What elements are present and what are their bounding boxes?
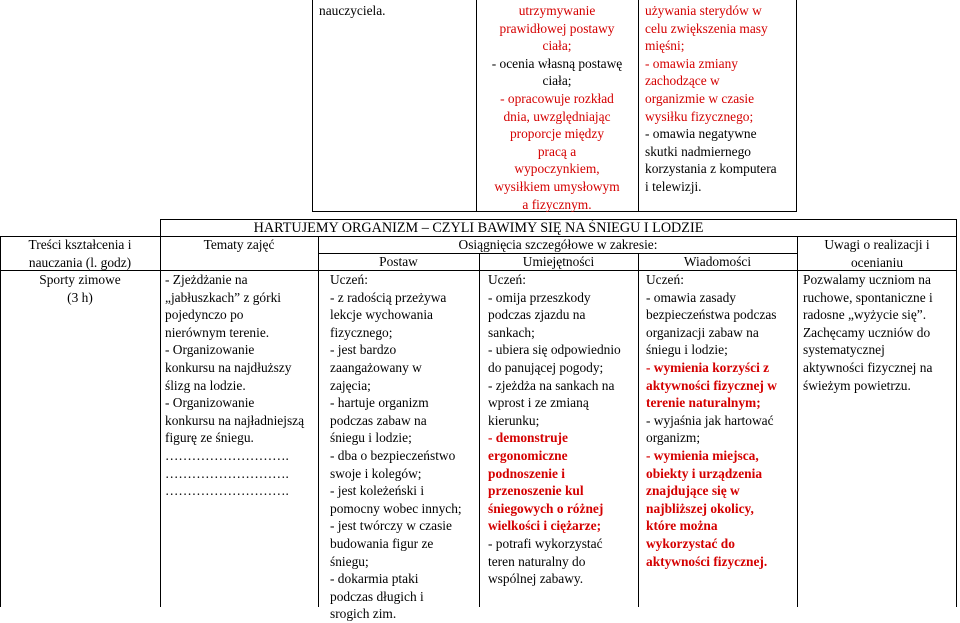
text-line: wielkości i ciężarze; bbox=[488, 518, 602, 534]
text-line: Uczeń: bbox=[330, 272, 368, 287]
text-line: zaangażowany w bbox=[330, 359, 422, 375]
table-border bbox=[956, 219, 957, 607]
text-line: używania sterydów w bbox=[645, 3, 762, 18]
text-line: organizacji zabaw na bbox=[646, 324, 759, 340]
text-line: Uczeń: bbox=[646, 272, 684, 287]
text-line: swoje i kolegów; bbox=[330, 465, 422, 481]
text-line: podczas zjazdu na bbox=[488, 307, 586, 323]
text-line: wspólnej zabawy. bbox=[488, 571, 584, 587]
text-line: - omija przeszkody bbox=[488, 289, 591, 305]
text-line: aktywności fizycznej. bbox=[646, 553, 768, 569]
text-line: (3 h) bbox=[67, 289, 93, 305]
text-line: ………………………. bbox=[165, 447, 289, 463]
text-line: - opracowuje rozkład bbox=[500, 90, 614, 106]
text-line: figurę ze śniegu. bbox=[165, 430, 254, 446]
row-content-area bbox=[0, 271, 160, 306]
text-line: pojedynczo po bbox=[165, 307, 244, 323]
text-line: znajdujące się w bbox=[646, 483, 740, 499]
text-line: nierównym terenie. bbox=[165, 324, 270, 340]
text-line: Uczeń: bbox=[488, 272, 526, 287]
header-achievements: Osiągnięcia szczegółowe w zakresie: bbox=[458, 237, 658, 252]
text-line: ślizg na lodzie. bbox=[165, 377, 246, 393]
subheader-attitudes: Postaw bbox=[379, 254, 418, 269]
text-line: fizycznego; bbox=[330, 324, 393, 340]
text-line: - dba o bezpieczeństwo bbox=[330, 447, 456, 463]
text-line: teren naturalny do bbox=[488, 553, 586, 569]
text-line: - zjeżdża na sankach na bbox=[488, 377, 615, 393]
header-topics: Tematy zajęć bbox=[203, 237, 275, 252]
text-line: przenoszenie kul bbox=[488, 483, 584, 499]
text-line: ………………………. bbox=[165, 465, 289, 481]
row-remarks bbox=[803, 271, 933, 394]
text-line: mięśni; bbox=[645, 38, 685, 54]
table-border bbox=[797, 236, 798, 607]
text-line: ciała; bbox=[542, 38, 572, 54]
text-line: wysiłku fizycznego; bbox=[645, 108, 754, 124]
text-line: a fizycznym. bbox=[522, 196, 592, 212]
header-line: nauczania (l. godz) bbox=[28, 254, 132, 270]
text-line: dnia, uwzględniając bbox=[503, 108, 611, 124]
text-line: obiekty i urządzenia bbox=[646, 465, 763, 481]
text-line: „jabłuszkach” z górki bbox=[165, 289, 281, 305]
text-line: aktywności fizycznej na bbox=[803, 359, 933, 375]
top-border bbox=[638, 0, 639, 212]
text-line: śniegowych o różnej bbox=[488, 500, 604, 516]
table-border bbox=[479, 253, 480, 607]
top-col3-text bbox=[645, 2, 777, 196]
text-line: wypoczynkiem, bbox=[514, 161, 600, 177]
text-line: - demonstruje bbox=[488, 430, 568, 446]
text-line: - omawia zasady bbox=[646, 289, 736, 305]
text-line: - potrafi wykorzystać bbox=[488, 535, 603, 551]
text-line: - wymienia korzyści z bbox=[646, 359, 770, 375]
header-line: Treści kształcenia i bbox=[28, 237, 132, 252]
text-line: utrzymywanie bbox=[518, 3, 596, 18]
text-line: terenie naturalnym; bbox=[646, 395, 761, 411]
text-line: - jest koleżeński i bbox=[330, 483, 425, 499]
header-line: ocenianiu bbox=[850, 254, 904, 270]
text-line: zajęcia; bbox=[330, 377, 371, 393]
text-line: aktywności fizycznej w bbox=[646, 377, 777, 393]
text-line: podczas zabaw na bbox=[330, 412, 427, 428]
text-line: śniegu i lodzie; bbox=[330, 430, 412, 446]
text-line: konkursu na najdłuższy bbox=[165, 359, 292, 375]
text-line: organizm; bbox=[646, 430, 701, 446]
text-line: które można bbox=[646, 518, 718, 534]
header-remarks bbox=[797, 236, 957, 271]
text-line: świeżym powietrzu. bbox=[803, 377, 911, 393]
text-line: skutki nadmiernego bbox=[645, 143, 751, 159]
section-title bbox=[160, 219, 957, 237]
text-line: ………………………. bbox=[165, 483, 289, 499]
text-line: nauczyciela. bbox=[319, 3, 386, 18]
row-skills bbox=[488, 271, 621, 588]
text-line: wprost i ze zmianą bbox=[488, 395, 589, 411]
text-line: - jest bardzo bbox=[330, 342, 397, 358]
text-line: i telewizji. bbox=[645, 178, 702, 194]
text-line: - Zjeżdżanie na bbox=[165, 272, 248, 287]
text-line: - z radością przeżywa bbox=[330, 289, 447, 305]
text-line: konkursu na najładniejszą bbox=[165, 412, 305, 428]
text-line: ruchowe, spontaniczne i bbox=[803, 289, 933, 305]
text-line: - ocenia własną postawę bbox=[491, 55, 623, 71]
text-line: - omawia zmiany bbox=[645, 55, 738, 71]
text-line: - hartuje organizm bbox=[330, 395, 429, 411]
section-title-text: HARTUJEMY ORGANIZM – CZYLI BAWIMY SIĘ NA ŚNIEGU I LODZIE bbox=[253, 220, 704, 236]
top-border bbox=[796, 0, 797, 212]
text-line: podczas długich i bbox=[330, 588, 424, 604]
text-line: budowania figur ze bbox=[330, 535, 434, 551]
top-col2-text bbox=[477, 2, 637, 213]
text-line: podnoszenie i bbox=[488, 465, 566, 481]
table-border bbox=[638, 253, 639, 607]
text-line: pomocny wobec innych; bbox=[330, 500, 462, 516]
text-line: srogich zim. bbox=[330, 606, 397, 622]
text-line: Sporty zimowe bbox=[39, 272, 121, 287]
text-line: ergonomiczne bbox=[488, 447, 568, 463]
text-line: zachodzące w bbox=[645, 73, 720, 89]
row-topics bbox=[165, 271, 304, 500]
text-line: - wymienia miejsca, bbox=[646, 447, 759, 463]
text-line: sankach; bbox=[488, 324, 535, 340]
text-line: najbliższej okolicy, bbox=[646, 500, 754, 516]
header-content-area bbox=[0, 236, 160, 271]
table-border bbox=[160, 219, 161, 607]
text-line: lekcje wychowania bbox=[330, 307, 433, 323]
text-line: - dokarmia ptaki bbox=[330, 571, 419, 587]
text-line: Pozwalamy uczniom na bbox=[803, 272, 931, 287]
header-line: Uwagi o realizacji i bbox=[824, 237, 930, 252]
text-line: organizmie w czasie bbox=[645, 90, 755, 106]
text-line: śniegu i lodzie; bbox=[646, 342, 728, 358]
row-knowledge bbox=[646, 271, 777, 570]
table-border bbox=[318, 236, 319, 607]
text-line: - omawia negatywne bbox=[645, 126, 757, 142]
text-line: Zachęcamy uczniów do bbox=[803, 324, 931, 340]
subheader-skills: Umiejętności bbox=[522, 254, 595, 269]
text-line: korzystania z komputera bbox=[645, 161, 777, 177]
text-line: śniegu; bbox=[330, 553, 369, 569]
top-col1-text bbox=[319, 2, 386, 20]
text-line: radosne „wyżycie się”. bbox=[803, 307, 927, 323]
text-line: ciała; bbox=[542, 73, 572, 89]
text-line: - Organizowanie bbox=[165, 342, 255, 358]
text-line: - wyjaśnia jak hartować bbox=[646, 412, 774, 428]
text-line: prawidłowej postawy bbox=[499, 20, 615, 36]
text-line: proporcje między bbox=[509, 126, 605, 142]
text-line: - jest twórczy w czasie bbox=[330, 518, 452, 534]
text-line: pracą a bbox=[537, 143, 577, 159]
text-line: celu zwiększenia masy bbox=[645, 20, 768, 36]
text-line: - ubiera się odpowiednio bbox=[488, 342, 621, 358]
text-line: - Organizowanie bbox=[165, 395, 255, 411]
text-line: bezpieczeństwa podczas bbox=[646, 307, 777, 323]
text-line: kierunku; bbox=[488, 412, 540, 428]
text-line: systematycznej bbox=[803, 342, 885, 358]
text-line: wysiłkiem umysłowym bbox=[494, 178, 620, 194]
subheader-knowledge: Wiadomości bbox=[683, 254, 752, 269]
row-attitudes bbox=[330, 271, 462, 623]
text-line: wykorzystać do bbox=[646, 535, 735, 551]
text-line: do panującej pogody; bbox=[488, 359, 604, 375]
top-border bbox=[312, 0, 313, 212]
